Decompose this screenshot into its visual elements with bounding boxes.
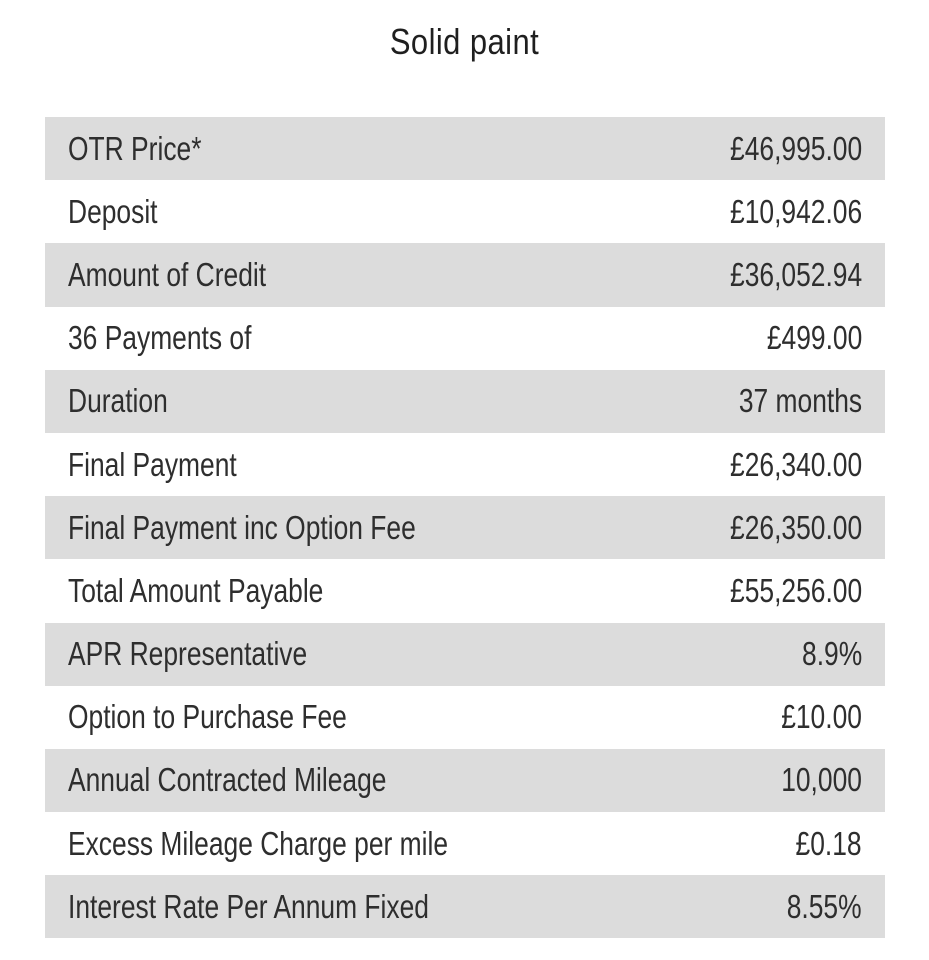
row-label: Option to Purchase Fee [68,698,347,736]
row-value: £26,340.00 [729,445,862,483]
row-label: Deposit [68,192,158,230]
table-row-excess-mileage [45,812,885,875]
row-label: Total Amount Payable [68,571,324,609]
row-value: 37 months [738,382,862,420]
row-value: £10,942.06 [729,192,862,230]
table-row-option-fee [45,686,885,749]
row-label: APR Representative [68,635,308,673]
row-label: Final Payment [68,445,237,483]
row-label: Duration [68,382,168,420]
table-row-duration [45,370,885,433]
row-value: £10.00 [781,698,862,736]
row-value: £46,995.00 [729,129,862,167]
row-label: 36 Payments of [68,319,252,357]
table-row-apr [45,623,885,686]
row-value: £0.18 [795,824,862,862]
row-value: £55,256.00 [729,571,862,609]
table-row-final-payment-inc-fee [45,496,885,559]
row-value: 10,000 [781,761,862,799]
row-label: Interest Rate Per Annum Fixed [68,887,429,925]
row-value: £36,052.94 [729,255,862,293]
table-row-total-amount-payable [45,559,885,622]
row-label: Final Payment inc Option Fee [68,508,416,546]
page-title: Solid paint [389,21,540,62]
row-label: Excess Mileage Charge per mile [68,824,449,862]
table-row-annual-mileage [45,749,885,812]
row-label: Annual Contracted Mileage [68,761,387,799]
table-row-otr-price [45,117,885,180]
table-row-amount-of-credit [45,243,885,306]
row-label: OTR Price* [68,129,202,167]
finance-table [45,117,885,938]
row-value: £499.00 [766,319,862,357]
table-row-payments [45,307,885,370]
row-value: £26,350.00 [729,508,862,546]
row-label: Amount of Credit [68,255,267,293]
row-value: 8.9% [801,635,862,673]
table-row-interest-rate [45,875,885,938]
table-row-final-payment [45,433,885,496]
row-value: 8.55% [787,887,862,925]
table-row-deposit [45,180,885,243]
